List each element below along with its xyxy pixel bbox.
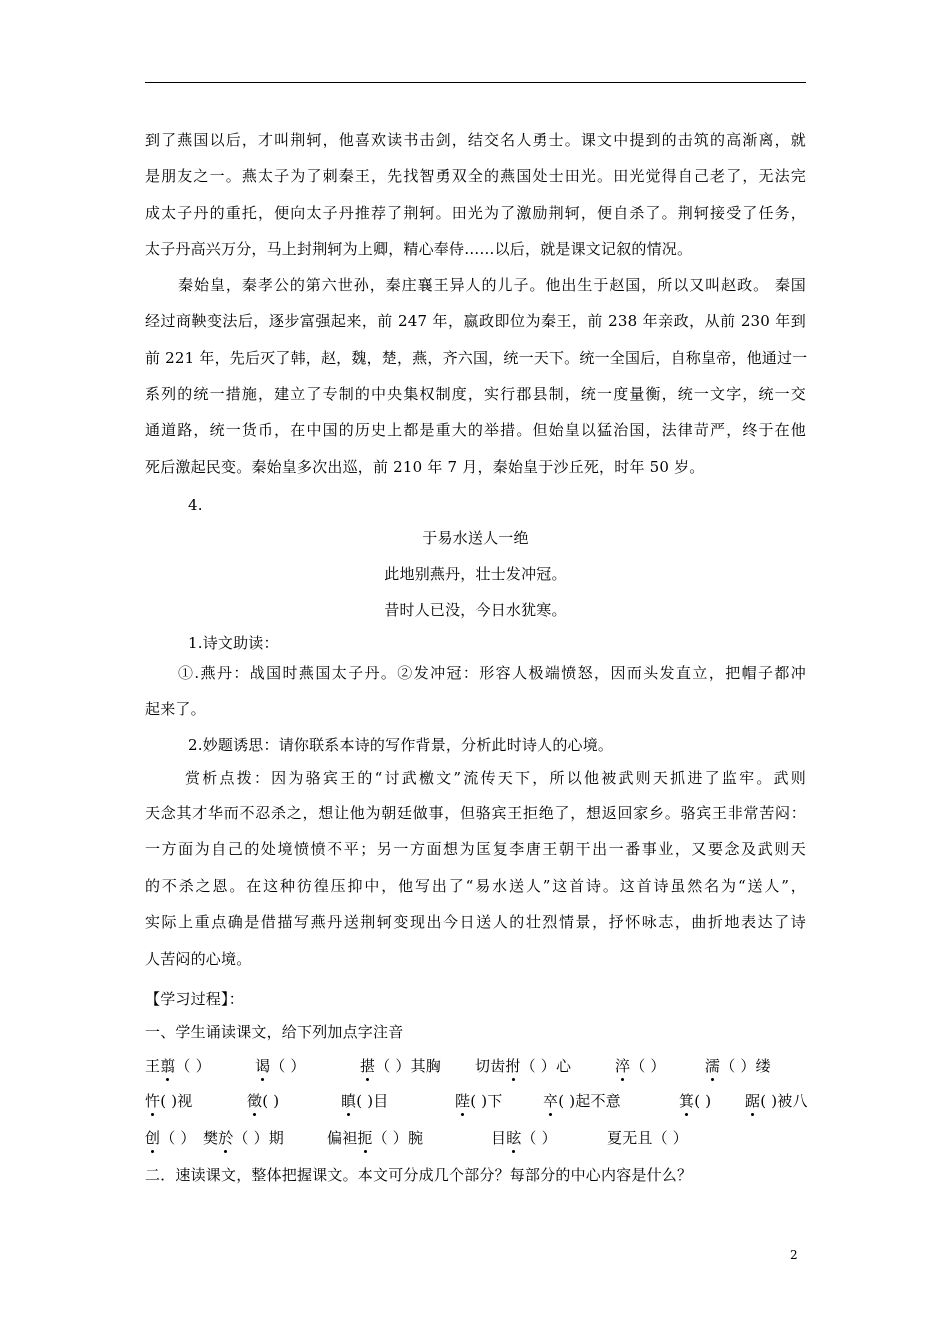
pinyin-item <box>255 1056 306 1076</box>
dotted-character: 创 <box>145 1129 161 1147</box>
subheading: 1.诗文助读： <box>188 634 279 652</box>
dotted-character: 箕 <box>679 1092 695 1110</box>
dotted-character: 淬 <box>615 1057 631 1075</box>
paragraph-line: 实际上重点确是借描写燕丹送荆轲变现出今日送人的壮烈情景，抒怀咏志，曲折地表达了诗 <box>145 913 806 931</box>
poem-title: 于易水送人一绝 <box>422 529 529 547</box>
pinyin-blank: ( )下 <box>470 1092 503 1110</box>
pinyin-item <box>145 1091 192 1111</box>
paragraph-line: 人苦闷的心境。 <box>145 950 252 968</box>
dotted-character: 翦 <box>160 1057 176 1075</box>
poem-line: 昔时人已没，今日水犹寒。 <box>384 601 567 619</box>
pinyin-item <box>475 1056 571 1076</box>
section-heading: 二．速读课文，整体把握课文。本文可分成几个部分？每部分的中心内容是什么？ <box>145 1166 693 1184</box>
pinyin-blank: ( ) <box>262 1092 280 1110</box>
paragraph-line: 天念其才华而不忍杀之，想让他为朝廷做事，但骆宾王拒绝了，想返回家乡。骆宾王非常苦闷： <box>145 804 806 822</box>
section-number: 4. <box>188 496 203 514</box>
dotted-character: 揕 <box>360 1057 376 1075</box>
paragraph-line: 死后激起民变。秦始皇多次出巡，前 210 年 7 月，秦始皇于沙丘死，时年 50 岁。 <box>145 458 705 476</box>
pinyin-blank: ( ) <box>694 1092 712 1110</box>
pinyin-prefix: 切齿 <box>475 1057 506 1075</box>
pinyin-item <box>745 1091 808 1111</box>
pinyin-blank: ( )起不意 <box>558 1092 621 1110</box>
paragraph-line: 秦始皇，秦孝公的第六世孙，秦庄襄王异人的儿子。他出生于赵国，所以又叫赵政。 秦国 <box>178 276 806 294</box>
pinyin-blank: （ ）其胸 <box>375 1057 441 1075</box>
dotted-character: 扼 <box>357 1129 373 1147</box>
paragraph-line: 一方面为自己的处境愤愤不平；另一方面想为匡复李唐王朝干出一番事业，又要念及武则天 <box>145 840 806 858</box>
pinyin-item <box>341 1091 388 1111</box>
pinyin-blank: （ ） <box>175 1057 211 1075</box>
dotted-character: 瞋 <box>341 1092 357 1110</box>
pinyin-item <box>455 1091 502 1111</box>
pinyin-blank: ( )视 <box>160 1092 193 1110</box>
dotted-character: 眩 <box>506 1129 522 1147</box>
poem-line: 此地别燕丹，壮士发冲冠。 <box>384 565 567 583</box>
pinyin-blank: （ ） <box>521 1129 557 1147</box>
dotted-character: 於 <box>218 1129 234 1147</box>
dotted-character: 卒 <box>543 1092 559 1110</box>
page-number: 2 <box>790 1248 798 1262</box>
paragraph-line: 成太子丹的重托，便向太子丹推荐了荆轲。田光为了激励荆轲，便自杀了。荆轲接受了任务， <box>145 204 806 222</box>
pinyin-prefix: 偏袒 <box>327 1129 358 1147</box>
dotted-character: 忤 <box>145 1092 161 1110</box>
pinyin-blank: （ ） <box>160 1129 196 1147</box>
dotted-character: 踞 <box>745 1092 761 1110</box>
pinyin-item <box>705 1056 771 1076</box>
dotted-character: 濡 <box>705 1057 721 1075</box>
paragraph-line: 是朋友之一。燕太子为了刺秦王，先找智勇双全的燕国处士田光。田光觉得自己老了，无法完 <box>145 167 806 185</box>
pinyin-blank: （ ）缕 <box>720 1057 771 1075</box>
pinyin-blank: （ ）腕 <box>372 1129 424 1147</box>
pinyin-item <box>679 1091 711 1111</box>
pinyin-blank: ( )目 <box>356 1092 389 1110</box>
dotted-character: 拊 <box>505 1057 521 1075</box>
section-heading: 一、学生诵读课文，给下列加点字注音 <box>145 1023 404 1041</box>
pinyin-item <box>491 1128 557 1148</box>
paragraph-line: 赏析点拨：因为骆宾王的“讨武檄文”流传天下，所以他被武则天抓进了监牢。武则 <box>185 769 806 787</box>
pinyin-item <box>247 1091 279 1111</box>
paragraph-line: 系列的统一措施，建立了专制的中央集权制度，实行郡县制，统一度量衡，统一文字，统一交 <box>145 385 806 403</box>
pinyin-prefix: 王 <box>145 1057 161 1075</box>
pinyin-item <box>145 1128 196 1148</box>
pinyin-item <box>615 1056 666 1076</box>
paragraph-line: ①.燕丹：战国时燕国太子丹。②发冲冠：形容人极端愤怒，因而头发直立，把帽子都冲 <box>178 664 806 682</box>
paragraph-line: 的不杀之恩。在这种彷徨压抑中，他写出了“易水送人”这首诗。这首诗虽然名为“送人”， <box>145 877 806 895</box>
pinyin-blank: （ ） <box>630 1057 666 1075</box>
pinyin-blank: （ ） <box>270 1057 306 1075</box>
pinyin-blank: ( )被八 <box>760 1092 808 1110</box>
pinyin-item <box>543 1091 621 1111</box>
paragraph-line: 经过商鞅变法后，逐步富强起来，前 247 年，嬴政即位为秦王，前 238 年亲政，从前 230 年到 <box>145 312 806 330</box>
pinyin-item <box>607 1128 688 1148</box>
pinyin-item <box>360 1056 441 1076</box>
subheading: 2.妙题诱思：请你联系本诗的写作背景，分析此时诗人的心境。 <box>188 736 614 754</box>
pinyin-prefix: 樊 <box>203 1129 219 1147</box>
paragraph-line: 到了燕国以后，才叫荆轲，他喜欢读书击剑，结交名人勇士。课文中提到的击筑的高渐离，就 <box>145 131 806 149</box>
paragraph-line: 通道路，统一货币，在中国的历史上都是重大的举措。但始皇以猛治国，法律苛严，终于在他 <box>145 421 806 439</box>
paragraph-line: 前 221 年，先后灭了韩，赵，魏，楚，燕，齐六国，统一天下。统一全国后，自称皇帝，他通过一 <box>145 349 808 367</box>
dotted-character: 谒 <box>255 1057 271 1075</box>
header-rule <box>145 82 806 83</box>
pinyin-item <box>145 1056 211 1076</box>
pinyin-prefix: 目 <box>491 1129 507 1147</box>
pinyin-blank: （ ）心 <box>520 1057 572 1075</box>
section-heading: 【学习过程】： <box>145 990 244 1008</box>
dotted-character: 陛 <box>455 1092 471 1110</box>
pinyin-item <box>327 1128 423 1148</box>
pinyin-blank: （ ）期 <box>233 1129 284 1147</box>
dotted-character: 徵 <box>247 1092 263 1110</box>
pinyin-prefix: 夏无且（ ） <box>607 1129 688 1147</box>
paragraph-line: 起来了。 <box>145 700 206 718</box>
paragraph-line: 太子丹高兴万分，马上封荆轲为上卿，精心奉侍……以后，就是课文记叙的情况。 <box>145 240 693 258</box>
pinyin-item <box>203 1128 284 1148</box>
